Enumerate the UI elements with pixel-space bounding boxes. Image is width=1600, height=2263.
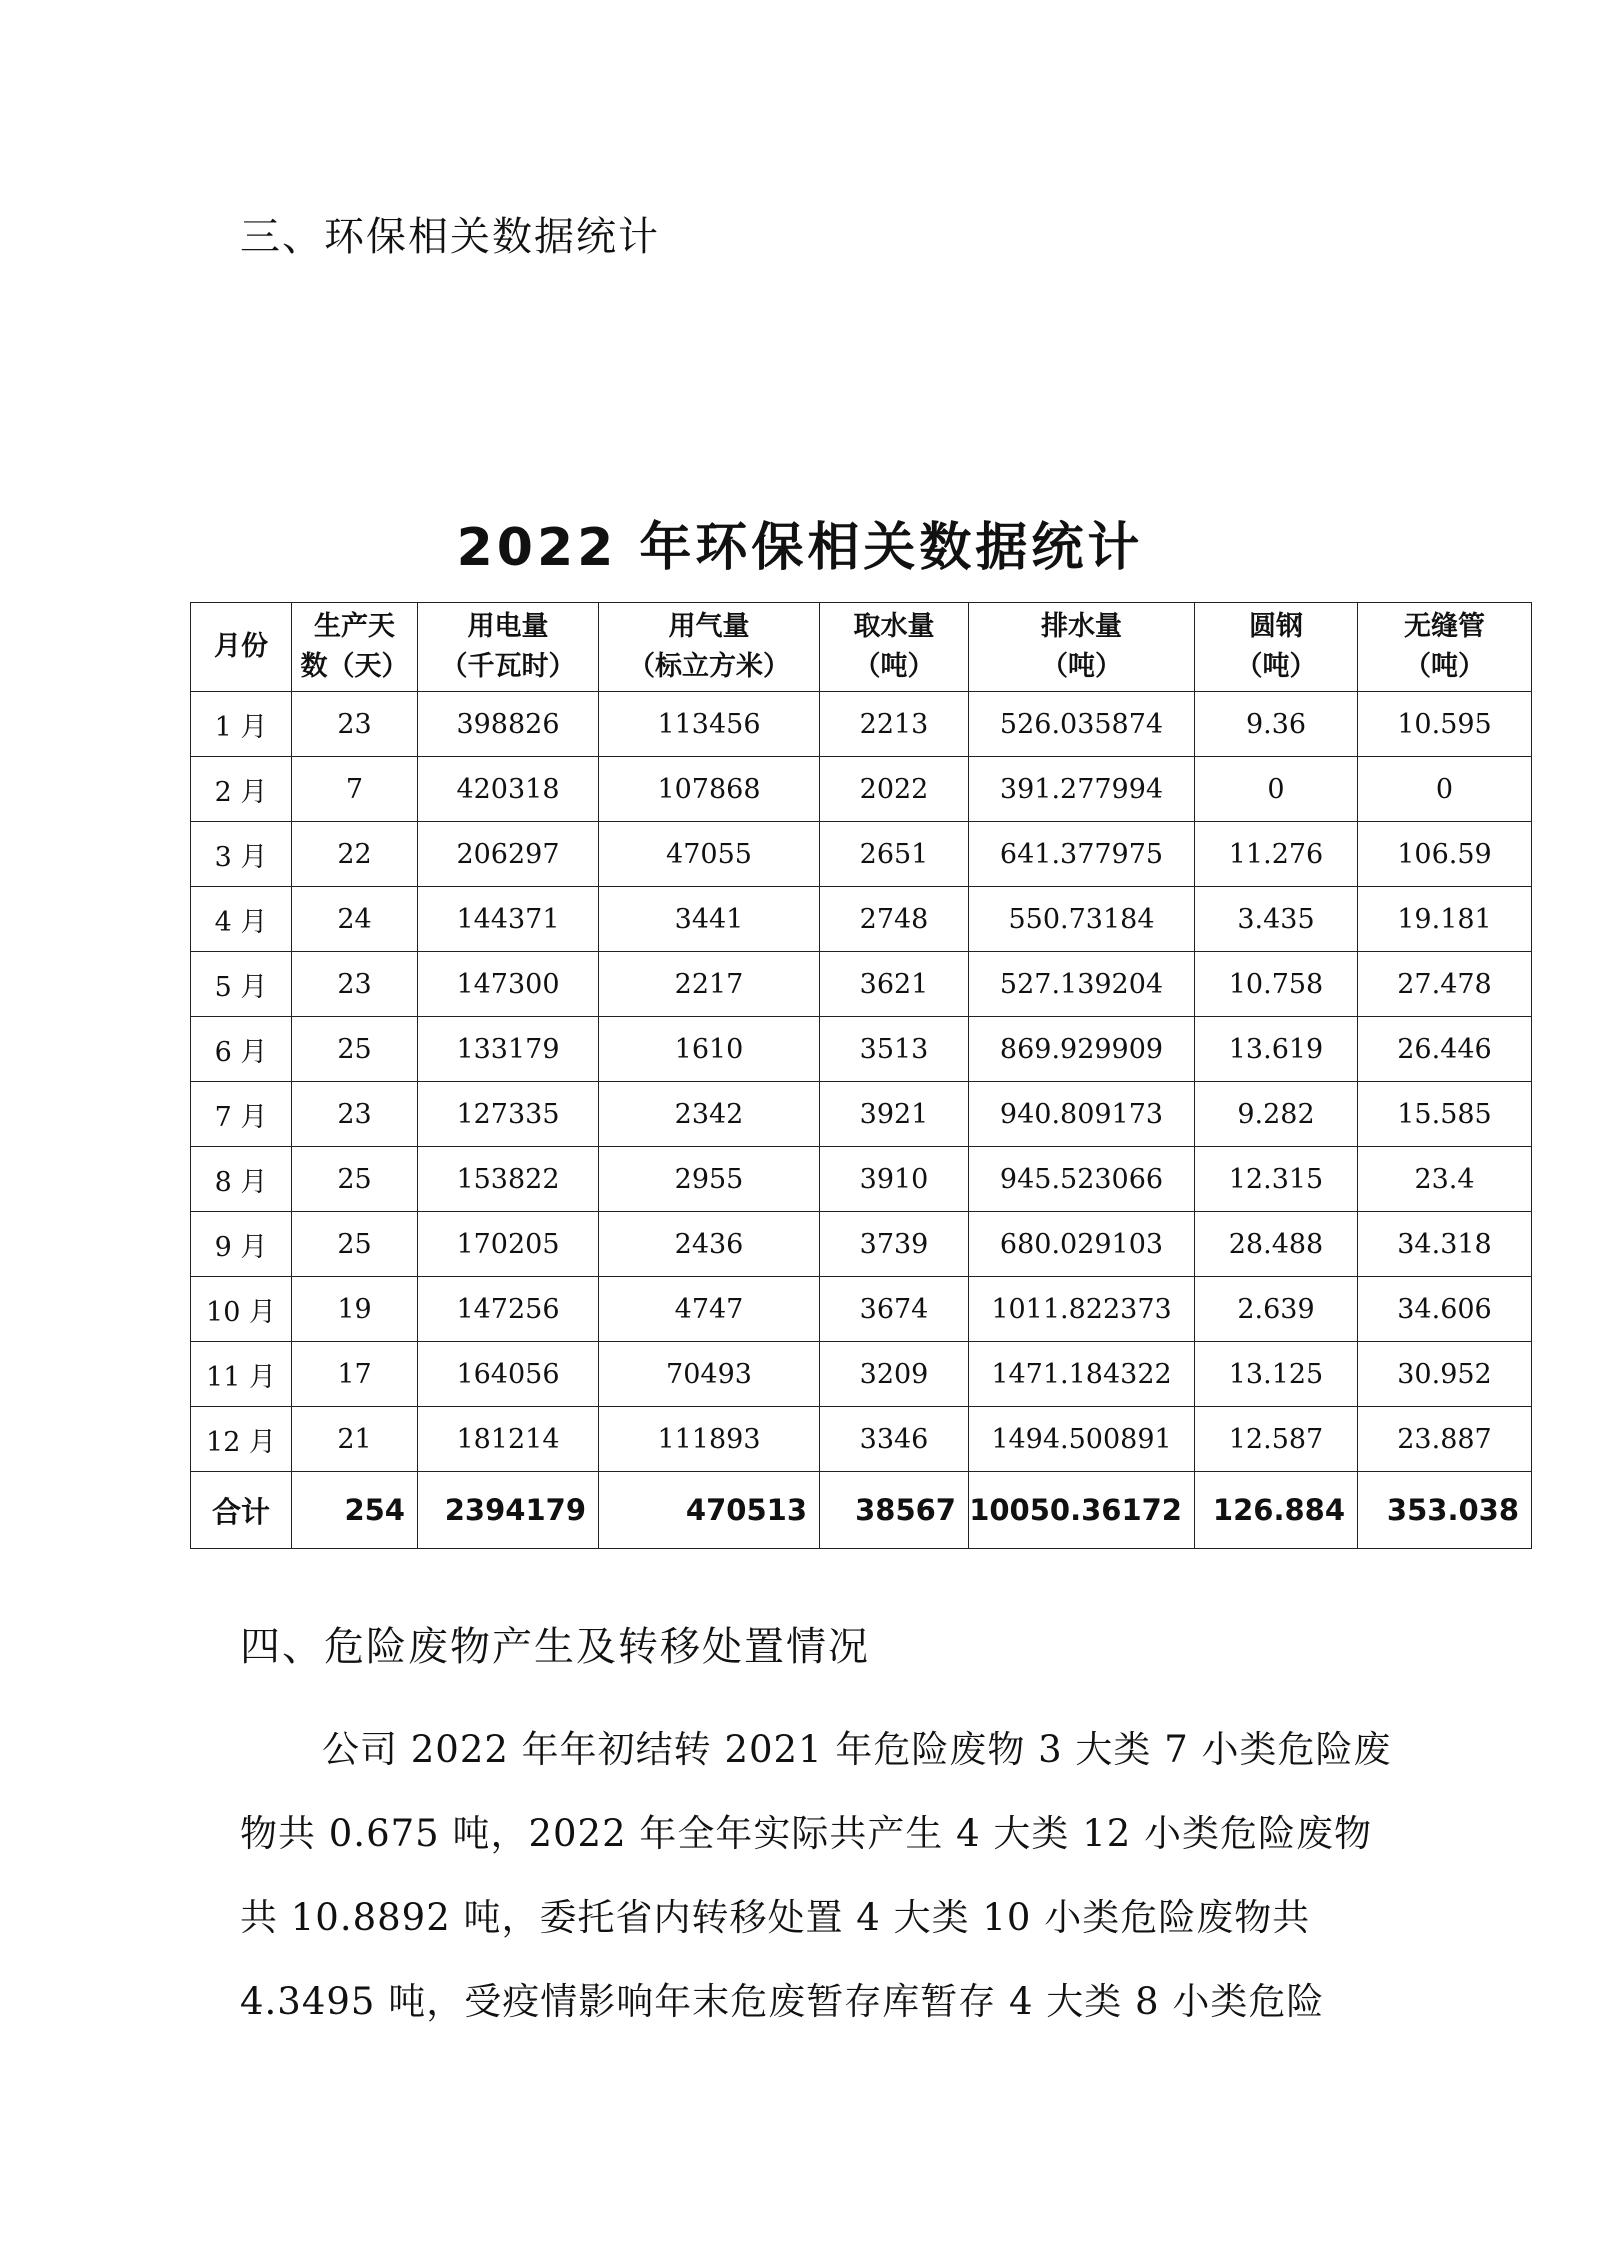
table-cell: 181214 [418, 1407, 599, 1472]
table-row [191, 822, 1532, 887]
column-header-text: （吨） [1041, 651, 1122, 682]
column-header-text: 排水量 [1041, 611, 1122, 642]
column-header-text: 用电量 [467, 611, 549, 642]
table-cell: 550.73184 [969, 887, 1195, 952]
table-row [191, 1277, 1532, 1342]
table-cell: 22 [292, 822, 418, 887]
paragraph-line: 物共 0.675 吨，2022 年全年实际共产生 4 大类 12 小类危险废物 [240, 1812, 1373, 1855]
month-cell: 10 月 [191, 1277, 292, 1342]
table-cell: 869.929909 [969, 1017, 1195, 1082]
table-cell: 10.758 [1195, 952, 1358, 1017]
month-cell: 3 月 [191, 822, 292, 887]
table-cell: 113456 [599, 692, 820, 757]
table-cell: 23 [292, 952, 418, 1017]
table-cell: 7 [292, 757, 418, 822]
column-header-text: 数（天） [300, 651, 409, 682]
table-cell: 945.523066 [969, 1147, 1195, 1212]
table-cell: 12.315 [1195, 1147, 1358, 1212]
table-row [191, 1212, 1532, 1277]
column-header-text: 取水量 [853, 611, 935, 642]
table-row [191, 1342, 1532, 1407]
table-cell: 19 [292, 1277, 418, 1342]
table-cell: 70493 [599, 1342, 820, 1407]
table-cell: 398826 [418, 692, 599, 757]
table-cell: 2955 [599, 1147, 820, 1212]
table-cell: 527.139204 [969, 952, 1195, 1017]
column-header-text: 用气量 [668, 611, 750, 642]
month-cell: 6 月 [191, 1017, 292, 1082]
month-cell: 7 月 [191, 1082, 292, 1147]
table-cell: 147300 [418, 952, 599, 1017]
table-cell: 2217 [599, 952, 820, 1017]
table-cell: 3910 [820, 1147, 969, 1212]
table-row [191, 887, 1532, 952]
total-cell: 2394179 [418, 1472, 599, 1549]
table-cell: 107868 [599, 757, 820, 822]
table-cell: 2.639 [1195, 1277, 1358, 1342]
paragraph-line: 公司 2022 年年初结转 2021 年危险废物 3 大类 7 小类危险废 [322, 1728, 1392, 1771]
column-header [599, 603, 820, 692]
table-row [191, 757, 1532, 822]
table-cell: 23.4 [1358, 1147, 1532, 1212]
section-heading-hazardous-waste: 四、危险废物产生及转移处置情况 [240, 1624, 870, 1670]
table-cell: 391.277994 [969, 757, 1195, 822]
table-cell: 3621 [820, 952, 969, 1017]
month-cell: 8 月 [191, 1147, 292, 1212]
table-cell: 9.36 [1195, 692, 1358, 757]
table-cell: 30.952 [1358, 1342, 1532, 1407]
column-header [969, 603, 1195, 692]
column-header-text: （吨） [1235, 651, 1317, 682]
table-cell: 15.585 [1358, 1082, 1532, 1147]
column-header-text: （千瓦时） [440, 651, 576, 682]
table-cell: 25 [292, 1212, 418, 1277]
table-cell: 23 [292, 1082, 418, 1147]
table-cell: 26.446 [1358, 1017, 1532, 1082]
column-header [191, 603, 292, 692]
table-cell: 147256 [418, 1277, 599, 1342]
column-header-text: 月份 [214, 631, 268, 662]
table-cell: 680.029103 [969, 1212, 1195, 1277]
month-cell: 12 月 [191, 1407, 292, 1472]
table-cell: 47055 [599, 822, 820, 887]
month-cell: 4 月 [191, 887, 292, 952]
table-cell: 13.619 [1195, 1017, 1358, 1082]
table-cell: 1494.500891 [969, 1407, 1195, 1472]
table-cell: 2213 [820, 692, 969, 757]
env-stats-table [190, 602, 1532, 1549]
table-cell: 19.181 [1358, 887, 1532, 952]
table-cell: 127335 [418, 1082, 599, 1147]
table-cell: 34.606 [1358, 1277, 1532, 1342]
table-cell: 526.035874 [969, 692, 1195, 757]
column-header-text: 生产天 [314, 611, 395, 642]
table-body [191, 692, 1532, 1472]
column-header [1358, 603, 1532, 692]
month-cell: 5 月 [191, 952, 292, 1017]
table-cell: 3.435 [1195, 887, 1358, 952]
total-cell: 254 [292, 1472, 418, 1549]
total-cell: 470513 [599, 1472, 820, 1549]
table-cell: 2651 [820, 822, 969, 887]
column-header-text: 圆钢 [1249, 611, 1303, 642]
month-cell: 11 月 [191, 1342, 292, 1407]
table-cell: 23.887 [1358, 1407, 1532, 1472]
total-cell: 38567 [820, 1472, 969, 1549]
table-cell: 12.587 [1195, 1407, 1358, 1472]
table-cell: 111893 [599, 1407, 820, 1472]
table-cell: 4747 [599, 1277, 820, 1342]
table-cell: 3346 [820, 1407, 969, 1472]
paragraph-line: 4.3495 吨，受疫情影响年末危废暂存库暂存 4 大类 8 小类危险 [240, 1980, 1325, 2023]
column-header [418, 603, 599, 692]
table-cell: 3674 [820, 1277, 969, 1342]
table-cell: 25 [292, 1147, 418, 1212]
table-cell: 17 [292, 1342, 418, 1407]
table-cell: 0 [1358, 757, 1532, 822]
table-cell: 2748 [820, 887, 969, 952]
table-cell: 153822 [418, 1147, 599, 1212]
table-cell: 206297 [418, 822, 599, 887]
table-cell: 3209 [820, 1342, 969, 1407]
table-row [191, 1082, 1532, 1147]
column-header-text: （吨） [853, 651, 935, 682]
table-row [191, 1017, 1532, 1082]
section-heading-env-stats: 三、环保相关数据统计 [240, 214, 660, 260]
table-cell: 2022 [820, 757, 969, 822]
column-header-text: 无缝管 [1404, 611, 1485, 642]
total-cell: 126.884 [1195, 1472, 1358, 1549]
table-cell: 23 [292, 692, 418, 757]
table-row [191, 1147, 1532, 1212]
table-header-row [191, 603, 1532, 692]
table-cell: 3739 [820, 1212, 969, 1277]
table-cell: 420318 [418, 757, 599, 822]
table-cell: 3921 [820, 1082, 969, 1147]
month-cell: 1 月 [191, 692, 292, 757]
month-cell: 2 月 [191, 757, 292, 822]
table-cell: 11.276 [1195, 822, 1358, 887]
hazardous-waste-paragraph [240, 1708, 1392, 2044]
table-cell: 1471.184322 [969, 1342, 1195, 1407]
table-row [191, 692, 1532, 757]
table-cell: 641.377975 [969, 822, 1195, 887]
paragraph-line: 共 10.8892 吨，委托省内转移处置 4 大类 10 小类危险废物共 [240, 1896, 1311, 1939]
table-title: 2022 年环保相关数据统计 [456, 518, 1144, 578]
total-label: 合计 [191, 1472, 292, 1549]
table-row [191, 1407, 1532, 1472]
table-cell: 170205 [418, 1212, 599, 1277]
table-cell: 940.809173 [969, 1082, 1195, 1147]
table-cell: 1011.822373 [969, 1277, 1195, 1342]
month-cell: 9 月 [191, 1212, 292, 1277]
table-cell: 9.282 [1195, 1082, 1358, 1147]
total-cell: 10050.36172 [969, 1472, 1195, 1549]
table-cell: 2342 [599, 1082, 820, 1147]
column-header-text: （标立方米） [628, 651, 790, 682]
table-cell: 21 [292, 1407, 418, 1472]
table-cell: 27.478 [1358, 952, 1532, 1017]
table-cell: 1610 [599, 1017, 820, 1082]
table-cell: 13.125 [1195, 1342, 1358, 1407]
table-cell: 2436 [599, 1212, 820, 1277]
table-cell: 3513 [820, 1017, 969, 1082]
table-row [191, 952, 1532, 1017]
table-cell: 144371 [418, 887, 599, 952]
table-cell: 133179 [418, 1017, 599, 1082]
column-header-text: （吨） [1404, 651, 1485, 682]
table-cell: 106.59 [1358, 822, 1532, 887]
table-cell: 3441 [599, 887, 820, 952]
table-cell: 28.488 [1195, 1212, 1358, 1277]
column-header [820, 603, 969, 692]
table-cell: 34.318 [1358, 1212, 1532, 1277]
table-cell: 10.595 [1358, 692, 1532, 757]
column-header [1195, 603, 1358, 692]
table-cell: 25 [292, 1017, 418, 1082]
table-cell: 24 [292, 887, 418, 952]
table-total-row [191, 1472, 1532, 1549]
total-cell: 353.038 [1358, 1472, 1532, 1549]
column-header [292, 603, 418, 692]
table-cell: 164056 [418, 1342, 599, 1407]
table-cell: 0 [1195, 757, 1358, 822]
